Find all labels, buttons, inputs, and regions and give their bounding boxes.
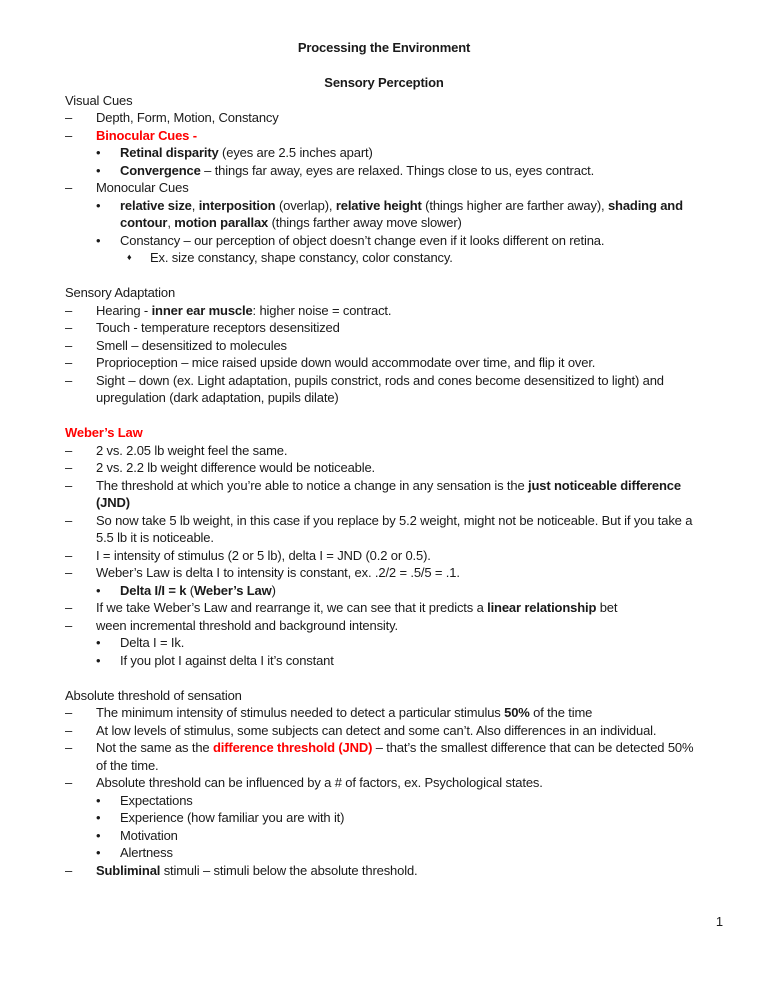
line-text	[120, 809, 703, 827]
text-run: Absolute threshold of sensation	[65, 687, 242, 703]
text-run: If you plot I against delta I it’s constant	[120, 652, 334, 668]
bold-text-run: linear relationship	[487, 600, 597, 615]
blank-line	[65, 407, 703, 425]
line-text	[96, 109, 703, 127]
dot-bullet-marker: •	[96, 827, 101, 843]
list-item	[65, 844, 703, 862]
text-run: Not the same as the	[96, 740, 213, 755]
bold-text-run: relative size	[120, 197, 192, 213]
line-text	[150, 249, 703, 267]
line-text	[96, 774, 703, 792]
text-run: Hearing -	[96, 302, 152, 318]
bold-text-run: Retinal disparity	[120, 145, 219, 160]
list-item	[65, 512, 703, 547]
text-run: stimuli – stimuli below the absolute threshold.	[160, 862, 418, 878]
line-text	[96, 459, 703, 477]
line-text	[120, 634, 703, 652]
list-item	[65, 337, 703, 355]
line-text	[96, 564, 703, 582]
text-run: Absolute threshold can be influenced by a # of factors, ex. Psychological states.	[96, 775, 543, 790]
bold-text-run: motion parallax	[174, 215, 269, 230]
text-run: Motivation	[120, 827, 178, 843]
text-run: (things farther away move slower)	[268, 215, 462, 230]
dash-bullet-marker: –	[65, 302, 73, 318]
line-text	[120, 197, 703, 232]
text-run: If we take Weber’s Law and rearrange it, we can see that it predicts a	[96, 600, 488, 615]
text-run: )	[271, 582, 276, 598]
line-text	[96, 337, 703, 355]
line-text	[120, 792, 703, 810]
bold-text-run: relative height	[335, 197, 422, 213]
dash-bullet-marker: –	[65, 372, 73, 388]
accent-text-run: Weber’s Law	[65, 425, 143, 440]
dash-bullet-marker: –	[65, 355, 73, 370]
text-run: (eyes are 2.5 inches apart)	[218, 145, 373, 160]
list-item	[65, 179, 703, 197]
text-run: (	[186, 582, 194, 598]
line-text	[65, 687, 703, 705]
line-text	[96, 302, 703, 320]
bold-text-run: Delta I/I = k	[120, 582, 187, 598]
text-run: ,	[191, 197, 199, 213]
line-text	[96, 127, 703, 145]
text-run: ween incremental threshold and background intensity.	[96, 617, 398, 633]
list-item	[65, 197, 703, 232]
bold-text-run: 50%	[504, 705, 530, 720]
text-run: Constancy – our perception of object doesn’t change even if it looks different on retina.	[120, 232, 605, 248]
text-run: bet	[596, 600, 618, 615]
dash-bullet-marker: –	[65, 617, 73, 633]
line-text	[96, 512, 703, 547]
bold-text-run: Convergence	[120, 162, 201, 178]
text-run: (things higher are farther away),	[421, 197, 608, 213]
list-item	[65, 547, 703, 565]
text-run: The minimum intensity of stimulus needed to detect a particular stimulus	[96, 705, 505, 720]
section-heading	[65, 92, 703, 110]
diamond-bullet-marker: ♦	[127, 252, 132, 262]
line-text	[120, 844, 703, 862]
list-item	[65, 354, 703, 372]
dash-bullet-marker: –	[65, 862, 73, 878]
text-run: Weber’s Law is delta I to intensity is constant, ex. .2/2 = .5/5 = .1.	[96, 565, 460, 580]
line-text	[96, 372, 703, 407]
text-run: Experience (how familiar you are with it)	[120, 810, 345, 825]
text-run: I = intensity of stimulus (2 or 5 lb), delta I = JND (0.2 or 0.5).	[96, 547, 431, 563]
blank-line	[65, 669, 703, 687]
line-text	[65, 92, 703, 110]
blank-line	[65, 267, 703, 285]
list-item	[65, 827, 703, 845]
text-run: Smell – desensitized to molecules	[96, 337, 287, 353]
dash-bullet-marker: –	[65, 337, 73, 353]
list-item	[65, 232, 703, 250]
dot-bullet-marker: •	[96, 635, 101, 650]
list-item	[65, 249, 703, 267]
line-text	[120, 162, 703, 180]
line-text	[96, 617, 703, 635]
text-run: – things far away, eyes are relaxed. Things close to us, eyes contract.	[200, 162, 595, 178]
list-item	[65, 477, 703, 512]
bold-text-run: inner ear muscle	[151, 302, 253, 318]
bold-text-run: shading and contour	[120, 197, 683, 230]
line-text	[65, 424, 703, 442]
text-run: 2 vs. 2.2 lb weight difference would be noticeable.	[96, 460, 376, 475]
line-text	[120, 827, 703, 845]
list-item	[65, 704, 703, 722]
document-body	[65, 92, 703, 880]
page-number: 1	[715, 914, 723, 929]
line-text	[96, 319, 703, 337]
line-text	[96, 354, 703, 372]
dash-bullet-marker: –	[65, 705, 73, 720]
line-text	[96, 477, 703, 512]
dash-bullet-marker: –	[65, 722, 73, 738]
dash-bullet-marker: –	[65, 547, 73, 563]
text-run: of the time	[529, 705, 593, 720]
line-text	[120, 652, 703, 670]
dash-bullet-marker: –	[65, 600, 73, 615]
accent-text-run: difference threshold (JND)	[212, 740, 373, 755]
dash-bullet-marker: –	[65, 442, 73, 458]
list-item	[65, 722, 703, 740]
list-item	[65, 162, 703, 180]
bold-text-run: Subliminal	[96, 862, 161, 878]
text-run: Visual Cues	[65, 92, 133, 108]
text-run: Monocular Cues	[96, 180, 189, 195]
text-run: : higher noise = contract.	[252, 302, 392, 318]
text-run: At low levels of stimulus, some subjects can detect and some can’t. Also differences in an individual.	[96, 722, 657, 738]
document-title: Processing the Environment	[297, 40, 471, 55]
list-item	[65, 459, 703, 477]
line-text	[120, 582, 703, 600]
dash-bullet-marker: –	[65, 320, 73, 335]
blank-line	[65, 57, 703, 75]
dot-bullet-marker: •	[96, 162, 101, 178]
text-run: Depth, Form, Motion, Constancy	[96, 110, 279, 125]
text-run: So now take 5 lb weight, in this case if you replace by 5.2 weight, might not be noticeable. But if you take a 5.5 lb it is noticeable.	[96, 512, 693, 545]
text-run: – that’s the smallest difference that can be detected 50% of the time.	[96, 740, 694, 773]
dash-bullet-marker: –	[65, 110, 73, 125]
dash-bullet-marker: –	[65, 740, 73, 755]
list-item	[65, 774, 703, 792]
line-text	[96, 704, 703, 722]
list-item	[65, 617, 703, 635]
bold-text-run: interposition	[198, 197, 276, 213]
text-run: Touch - temperature receptors desensitized	[96, 320, 340, 335]
line-text	[96, 442, 703, 460]
section-heading	[65, 284, 703, 302]
dash-bullet-marker: –	[65, 180, 73, 195]
dot-bullet-marker: •	[96, 810, 101, 825]
bold-text-run: just noticeable difference (JND)	[96, 477, 681, 510]
list-item	[65, 302, 703, 320]
dot-bullet-marker: •	[96, 197, 101, 213]
dot-bullet-marker: •	[96, 145, 101, 160]
dot-bullet-marker: •	[96, 845, 101, 860]
line-text	[96, 722, 703, 740]
line-text	[120, 232, 703, 250]
list-item	[65, 442, 703, 460]
line-text	[96, 862, 703, 880]
list-item	[65, 319, 703, 337]
bold-text-run: Weber’s Law	[194, 582, 272, 598]
section-heading	[65, 424, 703, 442]
list-item	[65, 144, 703, 162]
list-item	[65, 792, 703, 810]
dot-bullet-marker: •	[96, 582, 101, 598]
text-run: Ex. size constancy, shape constancy, color constancy.	[150, 250, 453, 265]
line-text	[120, 144, 703, 162]
list-item	[65, 739, 703, 774]
dash-bullet-marker: –	[65, 565, 73, 580]
text-run: Proprioception – mice raised upside down would accommodate over time, and flip it over.	[96, 355, 596, 370]
list-item	[65, 564, 703, 582]
list-item	[65, 109, 703, 127]
dash-bullet-marker: –	[65, 127, 73, 143]
line-text	[65, 284, 703, 302]
dot-bullet-marker: •	[96, 232, 101, 248]
document-subtitle: Sensory Perception	[324, 75, 444, 90]
text-run: 2 vs. 2.05 lb weight feel the same.	[96, 442, 288, 458]
dash-bullet-marker: –	[65, 775, 73, 790]
list-item	[65, 582, 703, 600]
dash-bullet-marker: –	[65, 460, 73, 475]
accent-text-run: Binocular Cues -	[96, 127, 197, 143]
dash-bullet-marker: –	[65, 512, 73, 528]
list-item	[65, 652, 703, 670]
text-run: Delta I = Ik.	[120, 635, 185, 650]
text-run: Expectations	[120, 792, 193, 808]
list-item	[65, 809, 703, 827]
dot-bullet-marker: •	[96, 652, 101, 668]
list-item	[65, 372, 703, 407]
line-text	[96, 739, 703, 774]
text-run: ,	[167, 215, 175, 230]
text-run: Alertness	[120, 845, 173, 860]
section-heading	[65, 687, 703, 705]
text-run: (overlap),	[275, 197, 336, 213]
line-text	[96, 599, 703, 617]
dot-bullet-marker: •	[96, 792, 101, 808]
text-run: The threshold at which you’re able to notice a change in any sensation is the	[96, 477, 529, 493]
dash-bullet-marker: –	[65, 477, 73, 493]
list-item	[65, 127, 703, 145]
text-run: Sight – down (ex. Light adaptation, pupils constrict, rods and cones become desensitized to light) and upregulation (dark adaptation, pupils dilate)	[96, 372, 664, 405]
line-text	[96, 547, 703, 565]
list-item	[65, 862, 703, 880]
list-item	[65, 634, 703, 652]
text-run: Sensory Adaptation	[65, 285, 176, 300]
line-text	[96, 179, 703, 197]
list-item	[65, 599, 703, 617]
